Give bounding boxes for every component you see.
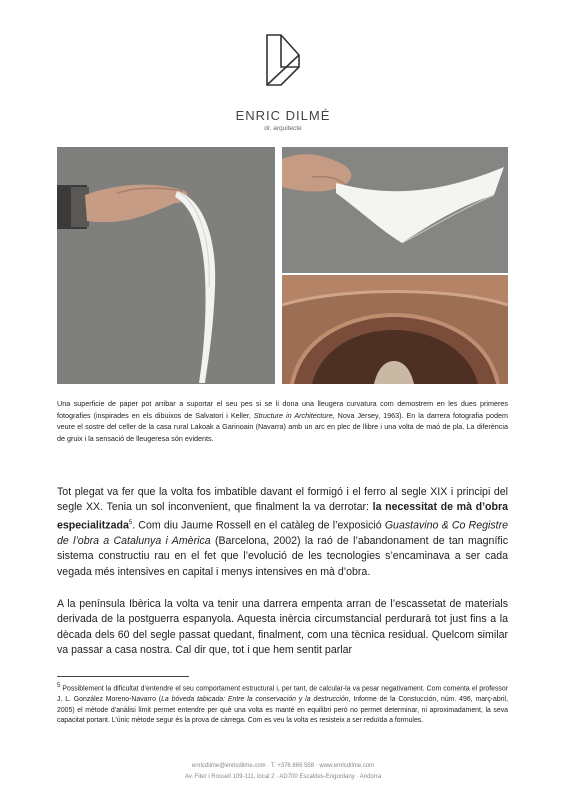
photo-cellar-vault — [282, 275, 508, 384]
brand-subtitle: dr. arquitecte — [264, 125, 302, 132]
footer-address: Av. Fiter i Rossell 109-111, local 2 · AD700 Escaldes-Engordany · Andorra — [184, 774, 382, 780]
photo-caption: Una superficie de paper pot arribar a suportar el seu pes si se li dona una lleugera curvatura com demostrem en les dues primeres fotografies (inspirades en els dibuixos de Salvatori i Keller, Structure in Architecture, Nova Jersey, 1963). En la darrera fotografia podem veure el sostre del celler de la casa rural Lakoak a Garinoain (Navarra) amb un arc en plec de llibre i una volta de maó de pla. La diferència de gruix i la sensació de lleugeresa són evidents. — [57, 399, 508, 443]
brand-name: ENRIC DILMÉ — [235, 108, 331, 123]
enric-dilme-logo — [265, 33, 301, 87]
photo-hand-flat-paper — [282, 147, 508, 273]
photo-hand-curved-paper — [57, 147, 275, 384]
footnote: 5 Possiblement la dificultat d’entendre el seu comportament estructural i, per tant, de calcular-la va pesar negativament. Com comenta el professor J. L. González Moreno-Navarro (La bóveda tabicada: Entre la conservación y la destrucción, Informe de la Constucción, núm. 496, març-abril, 2005) el mètode d’anàlisi límit permet entendre per què una volta es manté en equilibri però no permet determinar, ni aproximadament, la seva capacitat portant. L’únic mètode segur és la prova de càrrega. Com es veu la volta es resisteix a ser reduïda a formules. — [57, 683, 508, 725]
footnote-ref: 5 — [128, 519, 133, 526]
footer-contact: enricdilme@enricdilme.com · T. +376 869 558 · www.enricdilme.com — [191, 763, 375, 769]
body-paragraph-1: Tot plegat va fer que la volta fos imbatible davant el formigó i el ferro al segle XIX i principi del segle XX. Tenia un sol inconvenient, que finalment la va derrotar: la necessitat de mà d’obra especialitzada$^5$. Com diu Jaume Rossell en el catàleg de l’exposició Guastavino & Co Registre de l’obra a Catalunya i Amèrica (Barcelona, 2002) la raó de l’abandonament de tan magnífic sistema constructiu rau en el fet que l’evolució de les tecnologies s’encaminava a ser cada vegada més intensives en capital i menys intensives en mà d’obra. — [57, 486, 508, 578]
footnote-divider — [57, 676, 189, 677]
body-paragraph-2: A la península Ibèrica la volta va tenir una darrera empenta arran de l’escassetat de materials derivada de la postguerra espanyola. Aquesta inèrcia circumstancial perdurarà tot just fins a la dècada dels 60 del segle passat quedant, finalment, com una tècnica residual. Quelcom similar va passar a casa nostra. Cal dir que, tot i que hem sentit parlar — [57, 598, 508, 657]
